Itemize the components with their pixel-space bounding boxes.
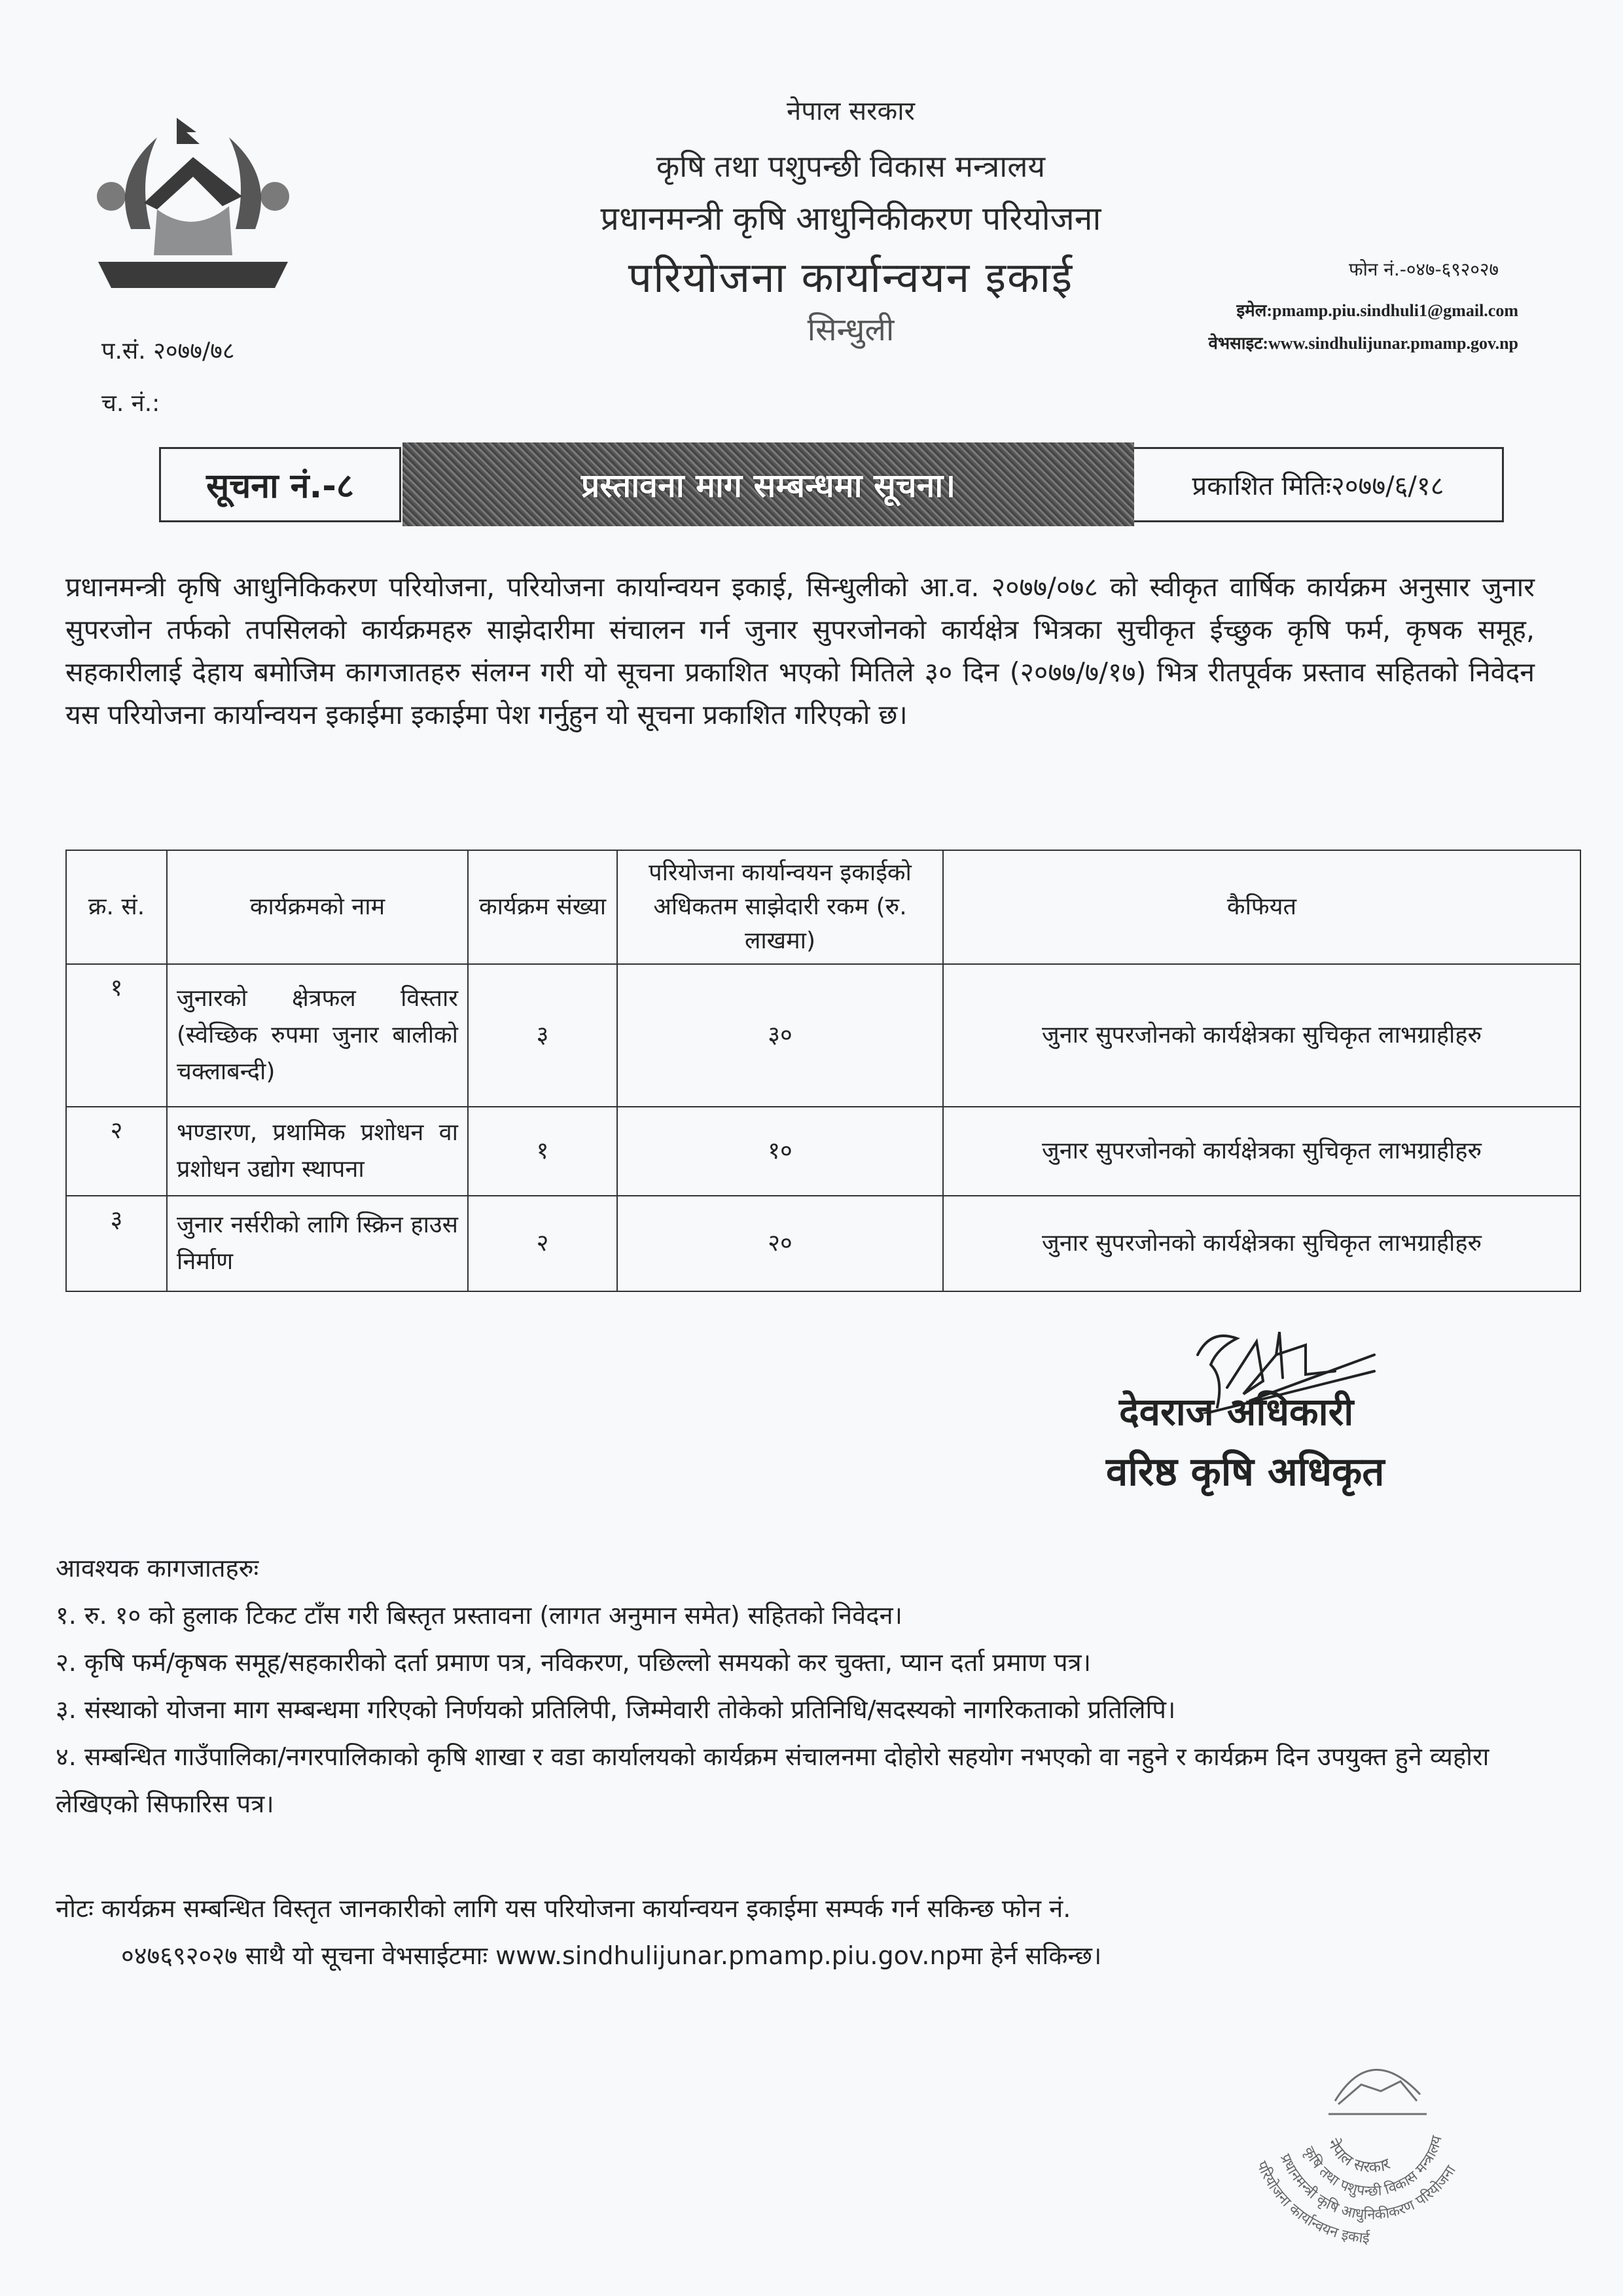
notice-title-banner [402,442,1134,526]
required-documents [56,1545,1574,1827]
cell-max-amount: १० [617,1107,943,1196]
notice-title: प्रस्तावना माग सम्बन्धमा सूचना। [580,467,956,505]
intro-paragraph: प्रधानमन्त्री कृषि आधुनिकिकरण परियोजना, परियोजना कार्यान्वयन इकाई, सिन्धुलीको आ.व. २०७७/०७८ को स्वीकृत वार्षिक कार्यक्रम अनुसार जुनार सुपरजोन तर्फको तपसिलको कार्यक्रमहरु साझेदारीमा संचालन गर्न जुनार सुपरजोनको कार्यक्षेत्र भित्रका सुचीकृत ईच्छुक कृषि फर्म, कृषक समूह, सहकारीलाई देहाय बमोजिम कागजातहरु संलग्न गरी यो सूचना प्रकाशित भएको मितिले ३० दिन (२०७७/७/१७) भित्र रीतपूर्वक प्रस्ताव सहितको निवेदन यस परियोजना कार्यान्वयन इकाईमा इकाईमा पेश गर्नुहुन यो सूचना प्रकाशित गरिएको छ। [65,571,1535,730]
cell-sn: १ [66,964,167,1107]
cell-program-name: भण्डारण, प्रथामिक प्रशोधन वा प्रशोधन उद्योग स्थापना [167,1107,468,1196]
cell-sn: २ [66,1107,167,1196]
table-row [66,964,1580,1107]
contact-website[interactable]: वेभसाइट:www.sindhulijunar.pmamp.gov.np [1208,334,1518,353]
table-row [66,1196,1580,1291]
signatory-designation: वरिष्ठ कृषि अधिकृत [1106,1449,1385,1495]
letterhead-district: सिन्धुली [807,312,895,348]
note-line-2 [56,1932,1561,1979]
cell-program-name: जुनारको क्षेत्रफल विस्तार (स्वेच्छिक रुपमा जुनार बालीको चक्लाबन्दी) [167,964,468,1107]
notice-number [159,447,401,522]
table-header-row [66,850,1580,964]
cell-max-amount: २० [617,1196,943,1291]
published-date-text: प्रकाशित मितिः२०७७/६/१८ [1192,471,1444,501]
cell-program-count: ३ [468,964,617,1107]
dispatch-number: च. नं.: [101,390,160,417]
table-row [66,1107,1580,1196]
header-sn: क्र. सं. [66,850,167,964]
cell-remarks: जुनार सुपरजोनको कार्यक्षेत्रका सुचिकृत लाभग्राहीहरु [943,1196,1580,1291]
cell-remarks: जुनार सुपरजोनको कार्यक्षेत्रका सुचिकृत लाभग्राहीहरु [943,1107,1580,1196]
header-remarks: कैफियत [943,850,1580,964]
header-program-name: कार्यक्रमको नाम [167,850,468,964]
cell-remarks: जुनार सुपरजोनको कार्यक्षेत्रका सुचिकृत लाभग्राहीहरु [943,964,1580,1107]
note-phone-text: ०४७६९२०२७ साथै यो सूचना वेभसाईटमाः [121,1941,496,1970]
cell-program-count: १ [468,1107,617,1196]
programs-table [65,850,1581,1292]
required-documents-heading: आवश्यक कागजातहरुः [56,1554,259,1583]
stamp-text-line: प्रधानमन्त्री कृषि आधुनिकीकरण परियोजना [1276,2151,1459,2223]
cell-sn: ३ [66,1196,167,1291]
office-stamp [1230,2022,1512,2291]
document-item: ३. संस्थाको योजना माग सम्बन्धमा गरिएको निर्णयको प्रतिलिपी, जिम्मेवारी तोकेको प्रतिनिधि/सदस्यको नागरिकताको प्रतिलिपि। [56,1695,1176,1724]
signatory-name: देवराज अधिकारी [1119,1390,1354,1434]
footer-note [56,1885,1561,1979]
cell-program-count: २ [468,1196,617,1291]
reference-number: प.सं. २०७७/७८ [101,338,235,365]
document-item: १. रु. १० को हुलाक टिकट टाँस गरी बिस्तृत प्रस्तावना (लागत अनुमान समेत) सहितको निवेदन। [56,1601,902,1630]
note-line-1: नोटः कार्यक्रम सम्बन्धित विस्तृत जानकारीको लागि यस परियोजना कार्यान्वयन इकाईमा सम्पर्क गर्न सकिन्छ फोन नं. [56,1894,1071,1923]
contact-email[interactable]: इमेल:pmamp.piu.sindhuli1@gmail.com [1236,301,1518,320]
notice-number-text: सूचना नं.-८ [206,467,354,506]
letterhead-unit: परियोजना कार्यान्वयन इकाई [628,254,1074,302]
document-item: २. कृषि फर्म/कृषक समूह/सहकारीको दर्ता प्रमाण पत्र, नविकरण, पछिल्लो समयको कर चुक्ता, प्यान दर्ता प्रमाण पत्र। [56,1648,1091,1677]
cell-max-amount: ३० [617,964,943,1107]
published-date [1134,447,1504,522]
note-website-link[interactable]: www.sindhulijunar.pmamp.piu.gov.np [495,1941,961,1970]
stamp-text-line: नेपाल सरकार [1323,2136,1393,2177]
cell-program-name: जुनार नर्सरीको लागि स्क्रिन हाउस निर्माण [167,1196,468,1291]
note-suffix: मा हेर्न सकिन्छ। [961,1941,1102,1970]
stamp-text-line: कृषि तथा पशुपन्छी विकास मन्त्रालय [1300,2134,1446,2200]
letterhead-project: प्रधानमन्त्री कृषि आधुनिकीकरण परियोजना [600,200,1101,238]
contact-phone: फोन नं.-०४७-६९२०२७ [1349,259,1499,280]
header-program-count: कार्यक्रम संख्या [468,850,617,964]
letterhead-government: नेपाल सरकार [787,96,915,126]
letterhead-ministry: कृषि तथा पशुपन्छी विकास मन्त्रालय [656,149,1046,184]
document-item: ४. सम्बन्धित गाउँपालिका/नगरपालिकाको कृषि शाखा र वडा कार्यालयको कार्यक्रम संचालनमा दोहोरो सहयोग नभएको वा नहुने र कार्यक्रम दिन उपयुक्त हुने व्यहोरा लेखिएको सिफारिस पत्र। [56,1742,1489,1818]
header-max-amount: परियोजना कार्यान्वयन इकाईको अधिकतम साझेदारी रकम (रु. लाखमा) [617,850,943,964]
stamp-text-line: परियोजना कार्यान्वयन इकाई [1253,2159,1370,2247]
